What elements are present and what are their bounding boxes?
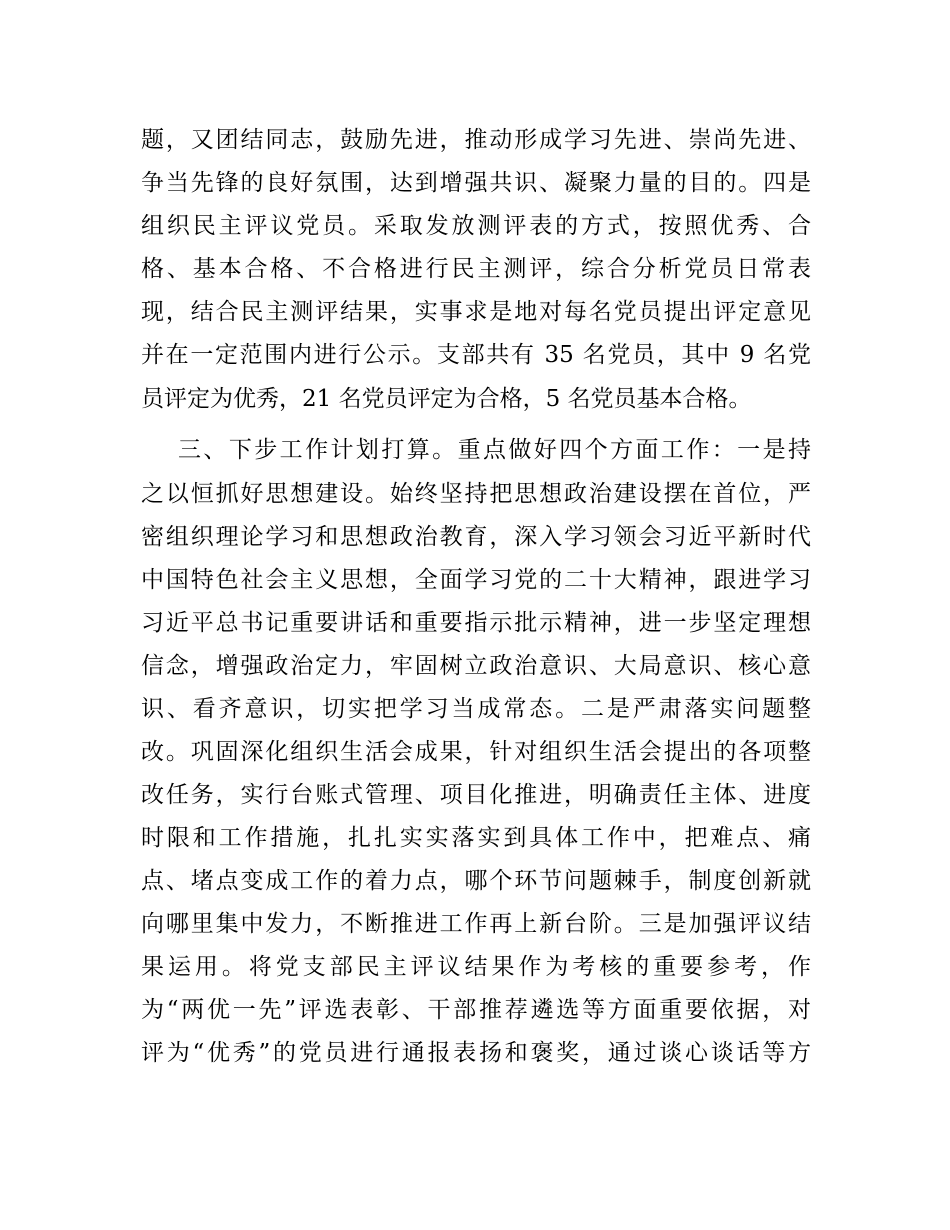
text-line-16: 改任务，实行台账式管理、项目化推进，明确责任主体、进度	[141, 782, 811, 808]
text-line-12: 习近平总书记重要讲话和重要指示批示精神，进一步坚定理想	[141, 610, 811, 636]
text-line-22: 评为“优秀”的党员进行通报表扬和褒奖，通过谈心谈话等方	[141, 1040, 811, 1066]
text-line-4: 格、基本合格、不合格进行民主测评，综合分析党员日常表	[141, 256, 811, 282]
text-line-11: 中国特色社会主义思想，全面学习党的二十大精神，跟进学习	[141, 567, 811, 593]
text-line-7: 员评定为优秀，21 名党员评定为合格，5 名党员基本合格。	[141, 386, 752, 412]
text-line-20: 果运用。将党支部民主评议结果作为考核的重要参考，作	[141, 954, 811, 980]
text-line-9: 之以恒抓好思想建设。始终坚持把思想政治建设摆在首位，严	[141, 481, 811, 507]
text-line-2: 争当先锋的良好氛围，达到增强共识、凝聚力量的目的。四是	[141, 170, 811, 196]
text-line-19: 向哪里集中发力，不断推进工作再上新台阶。三是加强评议结	[141, 911, 811, 937]
text-line-8: 三、下步工作计划打算。重点做好四个方面工作：一是持	[178, 437, 811, 463]
text-line-15: 改。巩固深化组织生活会成果，针对组织生活会提出的各项整	[141, 739, 811, 765]
text-line-10: 密组织理论学习和思想政治教育，深入学习领会习近平新时代	[141, 524, 811, 550]
text-line-21: 为“两优一先”评选表彰、干部推荐遴选等方面重要依据，对	[141, 997, 811, 1023]
text-line-6: 并在一定范围内进行公示。支部共有 35 名党员，其中 9 名党	[141, 342, 811, 368]
text-line-14: 识、看齐意识，切实把学习当成常态。二是严肃落实问题整	[141, 696, 811, 722]
text-line-3: 组织民主评议党员。采取发放测评表的方式，按照优秀、合	[141, 213, 811, 239]
text-line-18: 点、堵点变成工作的着力点，哪个环节问题棘手，制度创新就	[141, 868, 811, 894]
text-line-13: 信念，增强政治定力，牢固树立政治意识、大局意识、核心意	[141, 653, 811, 679]
text-line-1: 题，又团结同志，鼓励先进，推动形成学习先进、崇尚先进、	[141, 127, 811, 153]
text-line-5: 现，结合民主测评结果，实事求是地对每名党员提出评定意见	[141, 299, 811, 325]
text-line-17: 时限和工作措施，扎扎实实落实到具体工作中，把难点、痛	[141, 825, 811, 851]
